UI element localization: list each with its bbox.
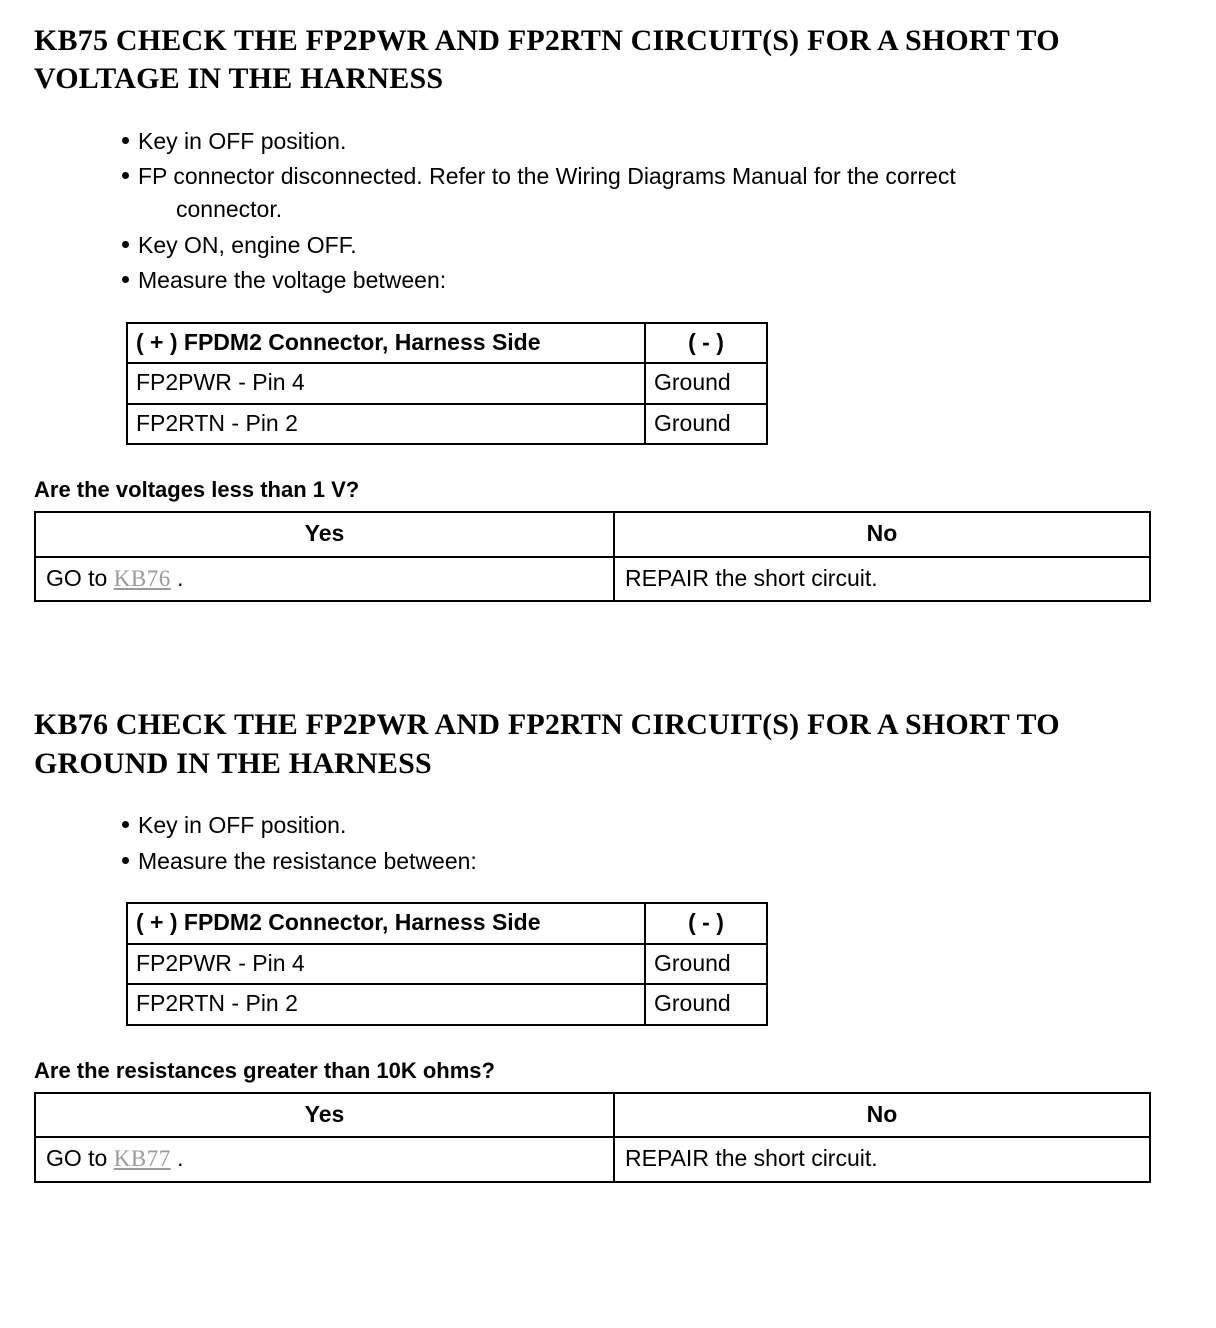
column-header-positive: ( + ) FPDM2 Connector, Harness Side xyxy=(127,323,645,364)
page-title: KB75 CHECK THE FP2PWR AND FP2RTN CIRCUIT(S) FOR A SHORT TO VOLTAGE IN THE HARNESS xyxy=(34,24,1060,96)
column-header-yes: Yes xyxy=(35,512,614,557)
page-title-2: KB76 CHECK THE FP2PWR AND FP2RTN CIRCUIT(S) FOR A SHORT TO GROUND IN THE HARNESS xyxy=(34,708,1060,780)
bullet-icon xyxy=(122,276,129,283)
table-header-row xyxy=(127,323,767,364)
cell-circuit: FP2PWR - Pin 4 xyxy=(127,363,645,404)
table-row xyxy=(127,363,767,404)
table-header-row xyxy=(35,1093,1150,1138)
bullet-icon xyxy=(122,821,129,828)
diagnostic-step-kb75 xyxy=(34,22,1182,602)
cell-circuit: FP2PWR - Pin 4 xyxy=(127,944,645,985)
decision-table-kb76 xyxy=(34,1092,1151,1183)
question-text-kb76: Are the resistances greater than 10K ohms? xyxy=(34,1057,495,1083)
table-row xyxy=(35,557,1150,602)
cell-reference: Ground xyxy=(645,984,767,1025)
instruction-list-kb76 xyxy=(34,809,1182,878)
table-header-row xyxy=(35,512,1150,557)
list-item-label: Measure the resistance between: xyxy=(138,847,477,874)
table-row xyxy=(35,1137,1150,1182)
decision-table-kb75 xyxy=(34,511,1151,602)
instruction-list-kb75 xyxy=(34,125,1182,298)
list-item xyxy=(34,160,1182,227)
list-item xyxy=(34,229,1182,262)
cell-circuit: FP2RTN - Pin 2 xyxy=(127,984,645,1025)
goto-suffix: . xyxy=(170,1145,184,1172)
list-item-label: Measure the voltage between: xyxy=(138,267,447,294)
diagnostic-step-kb76 xyxy=(34,706,1182,1182)
list-item xyxy=(34,125,1182,158)
table-row xyxy=(127,944,767,985)
cell-yes-action xyxy=(35,1137,614,1182)
column-header-no: No xyxy=(614,1093,1150,1138)
goto-prefix: GO to xyxy=(46,564,114,591)
measurement-table-kb75 xyxy=(126,322,768,446)
cell-reference: Ground xyxy=(645,404,767,445)
list-item xyxy=(34,845,1182,878)
section-spacer xyxy=(34,602,1182,706)
column-header-negative: ( - ) xyxy=(645,323,767,364)
table-header-row xyxy=(127,903,767,944)
measurement-table-kb76 xyxy=(126,902,768,1026)
list-item xyxy=(34,264,1182,297)
cell-reference: Ground xyxy=(645,363,767,404)
list-item-continuation: connector. xyxy=(176,196,283,223)
column-header-yes: Yes xyxy=(35,1093,614,1138)
cell-no-action: REPAIR the short circuit. xyxy=(614,557,1150,602)
column-header-negative: ( - ) xyxy=(645,903,767,944)
bullet-icon xyxy=(122,172,129,179)
bullet-icon xyxy=(122,241,129,248)
table-row xyxy=(127,984,767,1025)
column-header-positive: ( + ) FPDM2 Connector, Harness Side xyxy=(127,903,645,944)
list-item-label: Key in OFF position. xyxy=(138,812,347,839)
goto-suffix: . xyxy=(170,564,184,591)
goto-prefix: GO to xyxy=(46,1145,114,1172)
bullet-icon xyxy=(122,857,129,864)
list-item-label: Key in OFF position. xyxy=(138,127,347,154)
cross-reference-link[interactable]: KB77 xyxy=(113,1146,171,1172)
cell-circuit: FP2RTN - Pin 2 xyxy=(127,404,645,445)
bullet-icon xyxy=(122,137,129,144)
cross-reference-link[interactable]: KB76 xyxy=(113,565,171,591)
list-item-label: FP connector disconnected. Refer to the Wiring Diagrams Manual for the correct xyxy=(138,163,956,190)
list-item xyxy=(34,809,1182,842)
cell-reference: Ground xyxy=(645,944,767,985)
cell-yes-action xyxy=(35,557,614,602)
cell-no-action: REPAIR the short circuit. xyxy=(614,1137,1150,1182)
column-header-no: No xyxy=(614,512,1150,557)
list-item-label: Key ON, engine OFF. xyxy=(138,231,357,258)
question-text-kb75: Are the voltages less than 1 V? xyxy=(34,477,360,503)
table-row xyxy=(127,404,767,445)
